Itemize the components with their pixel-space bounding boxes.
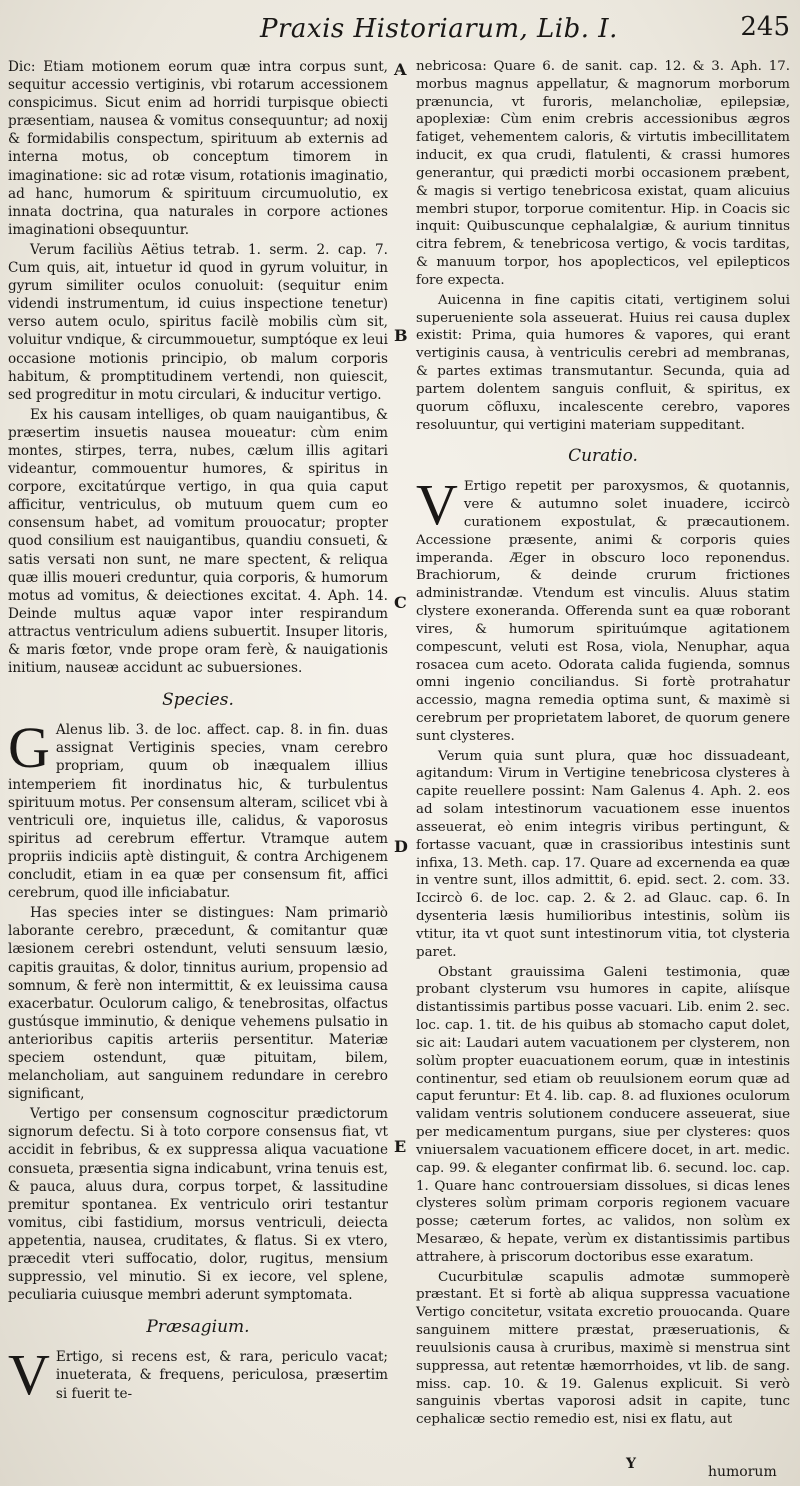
paragraph: Cucurbitulæ scapulis admotæ summoperè præstant. Et si fortè ab aliqua suppressa vacuatione Vertigo concitetur, vsitata excretio prouocanda. Quare sanguinem mittere præstat, præseruationis, & reuulsionis causa à cruribus, maximè si menstrua sint suppressa, aut retentæ hæmorrhoides, vt lib. de sang. miss. cap. 10. & 19. Galenus explicuit. Si verò sanguinis vbertas vaporosi adsit in capite, tunc cephalicæ sectio remedio est, nisi ex flatu, aut <box>416 1269 790 1428</box>
section-heading-curatio: Curatio. <box>568 446 638 467</box>
running-title: Praxis Historiarum, Lib. I. <box>260 14 618 44</box>
paragraph: Obstant grauissima Galeni testimonia, quæ probant clysterum vsu humores in capite, aliísque distantissimis partibus posse vacuari. Lib. enim 2. sec. loc. cap. 1. tit. de his quibus ab stomacho caput dolet, sic ait: Laudari autem vacuationem per clysterem, non solùm propter euacuationem eorum, quæ in intestinis continentur, sed etiam ob reuulsionem eorum quæ ad caput feruntur: Et 4. lib. cap. 8. ad fluxiones oculorum validam ventris solutionem conducere asseuerat, siue per medicamentum purgans, siue per clysteres: quos vniuersalem vacuationem efficere docet, in art. medic. cap. 99. & eleganter confirmat lib. 6. secund. loc. cap. 1. Quare hanc controuersiam dissolues, si dicas lenes clysteres solùm primam corporis regionem vacuare posse; cæterum fortes, ac validos, non solùm ex Mesaræo, & hepate, verùm ex distantissimis partibus attrahere, à priscorum doctoribus esse exaratum. <box>416 964 790 1265</box>
paragraph: Vertigo per consensum cognoscitur prædictorum signorum defectu. Si à toto corpore consensus fiat, vt accidit in febribus, & ex suppressa aliqua vacuatione consueta, præsentia signa indicabunt, vrina tenuis est, & pauca, aluus dura, corpus torpet, & lassitudine premitur spontanea. Ex ventriculo oriri testantur vomitus, cibi fastidium, morsus ventriculi, deiecta appetentia, nausea, cruditates, & flatus. Si ex vtero, præcedit vteri suffocatio, dolor, rugitus, mensium suppressio, vel minutio. Si ex iecore, vel splene, peculiaria cuiusque membri aderunt symptomata. <box>8 1106 388 1304</box>
section-heading-praesagium: Præsagium. <box>146 1317 250 1338</box>
margin-letter-c: C <box>394 593 407 612</box>
paragraph: Verum quia sunt plura, quæ hoc dissuadeant, agitandum: Virum in Vertigine tenebricosa clysteres à capite reuellere possint: Nam Galenus 4. Aph. 2. eos ad solam intestinorum vacuationem esse inuentos asseuerat, eò enim integris viribus pertingunt, & fortasse vacuant, quæ in crassioribus intestinis sunt infixa, 13. Meth. cap. 17. Quare ad excernenda ea quæ in ventre sunt, illos admittit, 6. epid. sect. 2. com. 33. Iccircò 6. de loc. cap. 2. & 2. ad Glauc. cap. 6. In dysenteria læsis humilioribus intestinis, solùm iis vtitur, ita vt quot sunt intestinorum vitia, tot clysteria paret. <box>416 748 790 960</box>
margin-letter-d: D <box>394 837 408 856</box>
drop-cap: V <box>8 1342 50 1408</box>
catchword: humorum <box>708 1464 777 1480</box>
drop-cap: V <box>416 472 458 538</box>
margin-letter-e: E <box>394 1137 407 1156</box>
left-column <box>8 58 388 1408</box>
margin-letter-a: A <box>394 60 407 79</box>
paragraph <box>8 715 388 902</box>
paragraph: nebricosa: Quare 6. de sanit. cap. 12. & 3. Aph. 17. morbus magnus appellatur, & magnorum morborum prænuncia, vt furoris, melancholiæ, epilepsiæ, apoplexiæ: Cùm enim crebris accessionibus ægros fatiget, vehementem caloris, & virtutis imbecillitatem inducit, ex qua crudi, flatulenti, & crassi humores generantur, qui prædicti morbi occasionem præbent, & magis si vertigo tenebricosa existat, quam alicuius membri stupor, torporue comitentur. Hip. in Coacis sic inquit: Quibuscunque cephalalgiæ, & aurium tinnitus citra febrem, & tenebricosa vertigo, & vocis tarditas, & manuum torpor, hos apoplecticos, vel epilepticos fore expecta. <box>416 59 790 288</box>
margin-letter-b: B <box>394 326 408 345</box>
paragraph: Dic: Etiam motionem eorum quæ intra corpus sunt, sequitur accessio vertiginis, vbi rotarum accessionem conspicimus. Sicut enim ad horridi turpisque obiecti præsentiam, nausea & vomitus consequuntur; ad noxij & formidabilis conspectum, spirituum ab externis ad interna motus, ob conceptum timorem in imaginatione: sic ad rotæ visum, rotationis imaginatio, ad hanc, humorum & spirituum circumuolutio, ex innata doctrina, qua naturales in corpore actiones imaginationi obsequuntur. <box>8 59 388 238</box>
paragraph <box>416 472 790 745</box>
page-number: 245 <box>740 12 790 42</box>
paragraph: Verum faciliùs Aëtius tetrab. 1. serm. 2. cap. 7. Cum quis, ait, intuetur id quod in gyrum voluitur, in gyrum similiter oculos conuoluit: (sequitur enim videndi instrumentum, id cuius inspectione tenetur) verso autem oculo, spiritus facilè mobilis cùm sit, voluitur vndique, & circummouetur, sumptóque ex leui occasione motionis principio, ob malum corporis habitum, & promptitudinem vertendi, non quiescit, sed progreditur in motu circulari, & inducitur vertigo. <box>8 241 388 403</box>
paragraph: Has species inter se distingues: Nam primariò laborante cerebro, præcedunt, & comitantur quæ læsionem cerebri ostendunt, veluti sensuum læsio, capitis grauitas, & dolor, tinnitus aurium, propensio ad somnum, & ferè non intermittit, & ex leuissima causa exacerbatur. Oculorum caligo, & tenebrositas, olfactus gustúsque imminutio, & denique vehemens pulsatio in anterioribus capitis arteriis persentitur. Materiæ speciem ostendunt, quæ pituitam, bilem, melancholiam, aut sanguinem redundare in cerebro significant, <box>8 905 388 1103</box>
paragraph-text: Ertigo, si recens est, & rara, periculo vacat; inueterata, & frequens, periculosa, præsertim si fuerit te- <box>55 1349 388 1402</box>
paragraph: Auicenna in fine capitis citati, vertiginem solui superueniente sola asseuerat. Huius rei causa duplex existit: Prima, quia humores & vapores, qui erant vertiginis causa, à ventriculis cerebri ad membranas, & partes extimas transmutantur. Secunda, quia ad partem dolentem sanguis confluit, & spiritus, ex quorum cõfluxu, incalescente cerebro, vapores resoluuntur, qui vertigini materiam suppeditant. <box>416 292 790 433</box>
paragraph-text: Ertigo repetit per paroxysmos, & quotannis, vere & autumno solet inuadere, iccircò curationem expostulat, & præcautionem. Accessione præsente, animi & corporis quies imperanda. Æger in obscuro loco reponendus. Brachiorum, & deinde crurum frictiones administrandæ. Vtendum est vinculis. Aluus statim clystere exoneranda. Offerenda sunt ea quæ roborant vires, & humorum spirituúmque agitationem compescunt, veluti est Rosa, viola, Nenuphar, aqua rosacea cum aceto. Odorata calida fugienda, somnus omni ingenio conciliandus. Si fortè protrahatur accessio, magna remedia optima sunt, & maximè si cerebrum per proprietatem laboret, de quorum genere sunt clysteres. <box>416 479 790 744</box>
paragraph <box>8 1342 388 1408</box>
right-column <box>416 58 790 1429</box>
section-heading-species: Species. <box>162 690 234 711</box>
page-header <box>250 8 790 48</box>
paragraph: Ex his causam intelliges, ob quam nauigantibus, & præsertim insuetis nausea moueatur: cùm enim montes, stirpes, terra, nubes, cælum illis agitari videantur, commouentur humores, & spiritus in corpore, excitatúrque vertigo, in qua quia caput afficitur, ventriculus, ob mutuum quem cum eo consensum habet, ad vomitum prouocatur; propter quod consilium est nauigantibus, quandiu consueti, & satis versati non sunt, ne mare spectent, & reliqua quæ illis moueri creduntur, quia corporis, & humorum motus ad vomitus, & deiectiones excitat. 4. Aph. 14. Deinde multus aquæ vapor inter respirandum attractus ventriculum adiens subuertit. Insuper litoris, & maris fœtor, vnde prope oram ferè, & nauigationis initium, nauseæ accidunt ac subuersiones. <box>8 406 388 677</box>
paragraph-text: Alenus lib. 3. de loc. affect. cap. 8. in fin. duas assignat Vertiginis species, vnam cerebro propriam, quum ob inæqualem illius intemperiem fit inordinatus hic, & turbulentus spirituum motus. Per consensum alteram, scilicet vbi à ventriculi ore, inquietus ille, calidus, & vaporosus spiritus ad cerebrum effertur. Vtramque autem propriis indiciis aptè distinguit, & contra Archigenem concludit, etiam in ea quæ per consensum fit, affici cerebrum, quod ille inficiabatur. <box>8 722 388 902</box>
drop-cap: G <box>8 715 50 781</box>
signature-mark: Y <box>626 1456 636 1472</box>
